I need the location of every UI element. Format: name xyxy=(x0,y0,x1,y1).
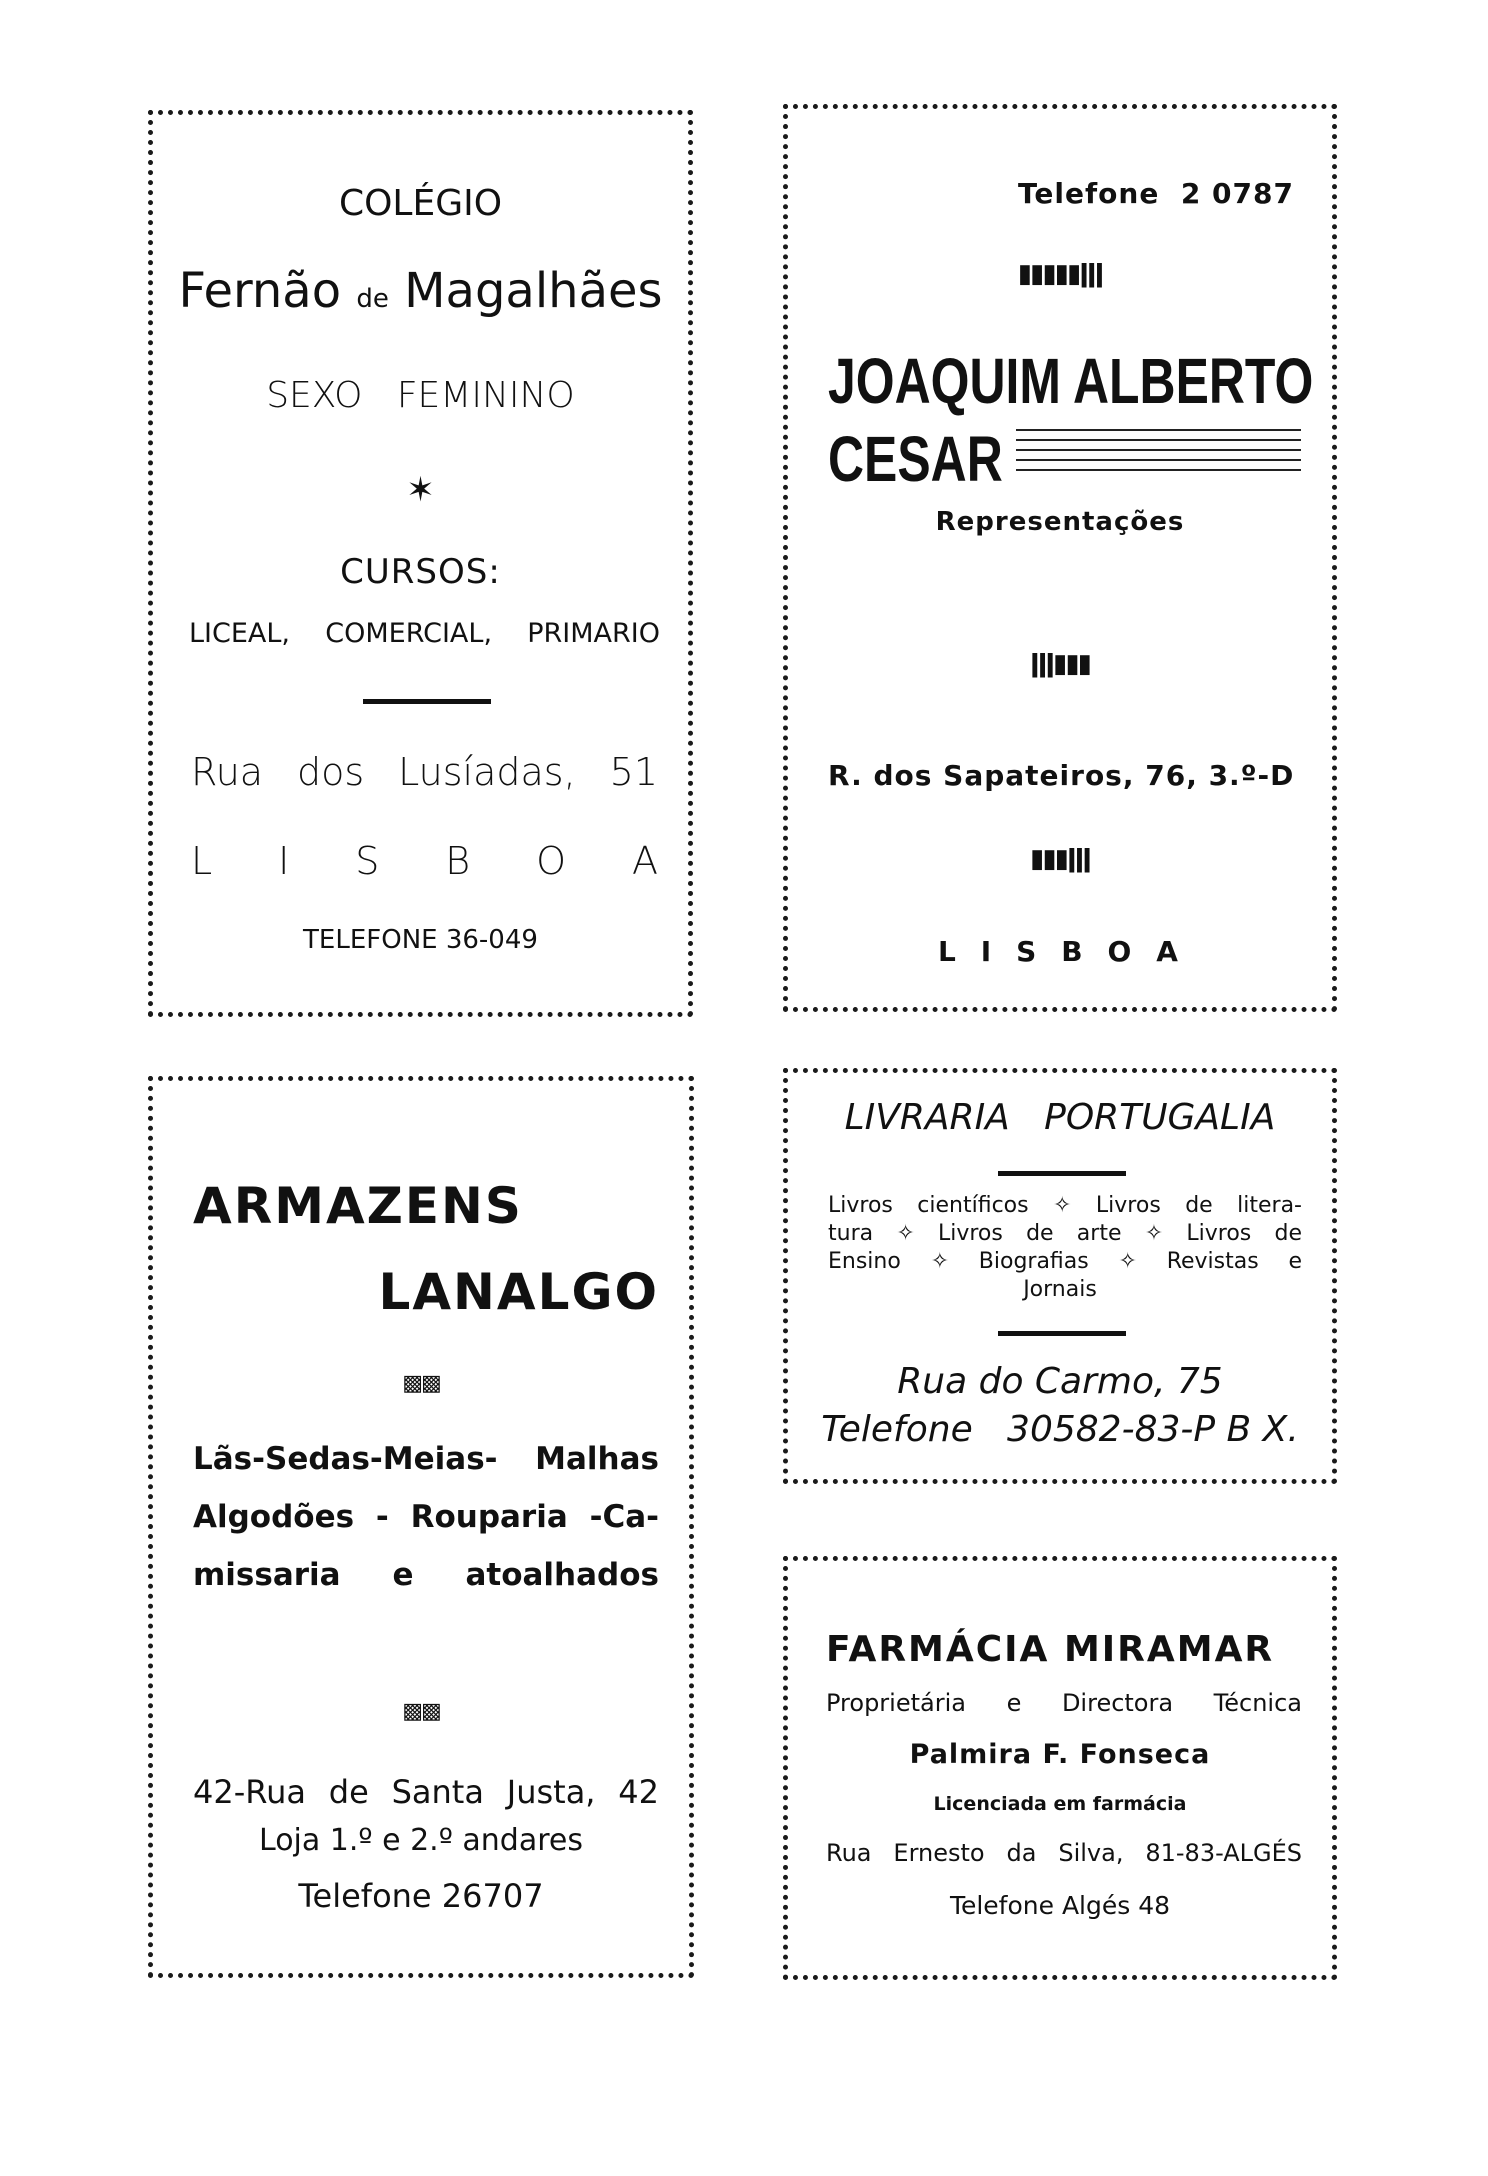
bars-ornament: ▮▮▮ǀǀǀ xyxy=(1030,844,1090,874)
rep-phone: Telefone 2 0787 xyxy=(1018,177,1294,210)
pharmacy-address: Rua Ernesto da Silva, 81-83-ALGÉS xyxy=(826,1839,1302,1867)
city-letter: S xyxy=(355,839,380,883)
city-letter: O xyxy=(1107,935,1132,968)
pharmacy-owner: Palmira F. Fonseca xyxy=(909,1739,1211,1770)
rep-name-line2: CESAR xyxy=(828,423,1003,495)
city-letter: A xyxy=(631,839,658,883)
bars-ornament: ǀǀǀ▮▮▮ xyxy=(1030,649,1090,679)
bookstore-desc: tura ✧ Livros de arte ✧ Livros de xyxy=(828,1221,1302,1246)
course-comercial: COMERCIAL, xyxy=(325,618,493,649)
divider xyxy=(998,1171,1126,1176)
school-name xyxy=(153,263,688,319)
rep-subtitle: Representações xyxy=(935,507,1185,537)
city-letter: O xyxy=(536,839,567,883)
decorative-lines xyxy=(1016,429,1301,479)
city-letter: A xyxy=(1156,935,1178,968)
bookstore-address: Rua do Carmo, 75 xyxy=(897,1361,1223,1402)
school-phone: TELEFONE 36-049 xyxy=(303,925,538,955)
store-phone: Telefone 26707 xyxy=(298,1877,544,1915)
ornament: ▩▩ xyxy=(402,1699,440,1724)
city-letter: I xyxy=(278,839,290,883)
school-city xyxy=(191,839,658,883)
course-liceal: LICEAL, xyxy=(189,618,291,649)
store-name-line1: ARMAZENS xyxy=(193,1177,523,1235)
school-name-b: Magalhães xyxy=(404,263,663,319)
rep-name-line1: JOAQUIM ALBERTO xyxy=(828,345,1314,417)
school-name-de: de xyxy=(356,284,389,314)
rep-city xyxy=(938,935,1178,968)
store-name-line2: LANALGO xyxy=(378,1263,659,1321)
pharmacy-phone: Telefone Algés 48 xyxy=(949,1891,1171,1920)
city-letter: B xyxy=(445,839,471,883)
bookstore-desc: Ensino ✧ Biografias ✧ Revistas e xyxy=(828,1249,1302,1274)
rep-address: R. dos Sapateiros, 76, 3.º-D xyxy=(828,759,1295,792)
divider xyxy=(998,1331,1126,1336)
ad-colegio xyxy=(148,110,693,1017)
bars-ornament: ▮▮▮▮▮ǀǀǀ xyxy=(1017,259,1103,289)
courses-list xyxy=(189,618,660,649)
ad-armazens-lanalgo xyxy=(148,1076,694,1978)
product-line: missaria e atoalhados xyxy=(193,1557,659,1593)
star-ornament: ✶ xyxy=(406,470,435,510)
store-address: 42-Rua de Santa Justa, 42 xyxy=(193,1773,659,1811)
course-primario: PRIMARIO xyxy=(527,618,660,649)
ornament: ▩▩ xyxy=(402,1371,440,1396)
school-name-a: Fernão xyxy=(178,263,342,319)
product-line: Lãs-Sedas-Meias- Malhas xyxy=(193,1441,659,1477)
divider xyxy=(363,699,491,704)
city-letter: S xyxy=(1016,935,1037,968)
ad-farmacia-miramar xyxy=(783,1556,1337,1980)
school-address: Rua dos Lusíadas, 51 xyxy=(191,750,658,794)
city-letter: L xyxy=(938,935,956,968)
city-letter: I xyxy=(980,935,992,968)
ad-joaquim-cesar xyxy=(783,104,1337,1012)
bookstore-desc: Livros científicos ✧ Livros de litera- xyxy=(828,1193,1302,1218)
school-section: SEXO FEMININO xyxy=(266,375,575,416)
product-line: Algodões - Rouparia -Ca- xyxy=(193,1499,659,1535)
store-floors: Loja 1.º e 2.º andares xyxy=(259,1823,583,1858)
pharmacy-qualification: Licenciada em farmácia xyxy=(933,1793,1187,1815)
city-letter: B xyxy=(1061,935,1083,968)
bookstore-title: LIVRARIA PORTUGALIA xyxy=(844,1097,1276,1138)
ad-livraria-portugalia xyxy=(783,1068,1337,1484)
school-label: COLÉGIO xyxy=(338,183,503,224)
city-letter: L xyxy=(191,839,213,883)
pharmacy-title: FARMÁCIA MIRAMAR xyxy=(826,1629,1275,1670)
bookstore-desc-last: Jornais xyxy=(1023,1277,1097,1302)
pharmacy-role: Proprietária e Directora Técnica xyxy=(826,1689,1302,1717)
courses-title: CURSOS: xyxy=(340,552,501,592)
bookstore-phone: Telefone 30582-83-P B X. xyxy=(821,1409,1299,1450)
